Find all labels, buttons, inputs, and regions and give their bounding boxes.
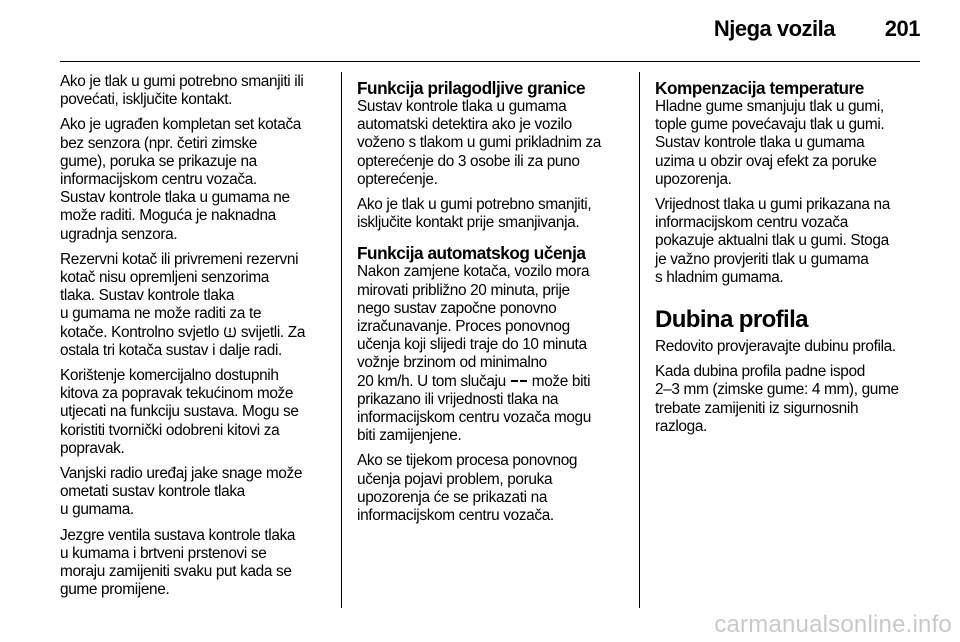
- paragraph-temperature-effect: Hladne gume smanjuju tlak u gumi, tople gume povećavaju tlak u gumi. Sustav kontrole tlaka u gumama uzima u obzir ovaj efekt za poruke upozorenja.: [655, 98, 885, 188]
- tire-pressure-warning-icon: [223, 325, 237, 339]
- page-header: [0, 0, 960, 62]
- dash-dash-display-icon: [510, 376, 528, 386]
- paragraph-wheels-without-sensors: Ako je ugrađen kompletan set kotača bez senzora (npr. četiri zimske gume), poruka se prikazuje na informacijskom centru vozača. Sustav kontrole tlaka u gumama ne može raditi. Moguća je naknadna ugradnja senzora.: [60, 116, 301, 243]
- paragraph-ignition-off: Ako je tlak u gumi potrebno smanjiti, isključite kontakt prije smanjivanja.: [357, 196, 592, 232]
- heading-temperature-compensation: Kompenzacija temperature: [655, 78, 864, 98]
- column-divider-left: [341, 72, 342, 608]
- paragraph-spare-wheel: Rezervni kotač ili privremeni rezervni kotač nisu opremljeni senzorima tlaka. Sustav kontrole tlaka u gumama ne može raditi za te kotače. Kontrolno svjetlo svijetli. Za ostala tri kotača sustav i dalje radi.: [60, 250, 306, 359]
- page-title: Njega vozila: [713, 16, 835, 41]
- column-divider-right: [639, 72, 640, 608]
- paragraph-tread-limit: Kada dubina profila padne ispod 2–3 mm (zimske gume: 4 mm), gume trebate zamijeniti iz sigurnosnih razloga.: [655, 363, 899, 435]
- column-right: [655, 73, 925, 443]
- paragraph-learn-problem: Ako se tijekom procesa ponovnog učenja pojavi problem, poruka upozorenja će se prikazati na informacijskom centru vozača.: [357, 452, 578, 525]
- heading-adaptive-limit: Funkcija prilagodljive granice: [357, 78, 586, 98]
- heading-auto-learn: Funkcija automatskog učenja: [357, 243, 586, 264]
- paragraph-adaptive-limit: Sustav kontrole tlaka u gumama automatski detektira ako je vozilo voženo s tlakom u gumi prikladnim za opterećenje do 3 osobe ili za puno opterećenje.: [357, 98, 602, 188]
- paragraph-check-tread: Redovito provjeravajte dubinu profila.: [655, 338, 896, 356]
- paragraph-radio-interference: Vanjski radio uređaj jake snage može ometati sustav kontrole tlaka u gumama.: [60, 465, 303, 519]
- page-number: 201: [884, 16, 920, 41]
- header-rule: [60, 61, 920, 62]
- paragraph-valve-cores: Jezgre ventila sustava kontrole tlaka u kumama i brtveni prstenovi se moraju zamijeniti svaku put kada se gume promijene.: [60, 526, 296, 599]
- paragraph-pressure-value: Vrijednost tlaka u gumi prikazana na informacijskom centru vozača pokazuje aktualni tlak u gumi. Stoga je važno provjeriti tlak u gumama s hladnim gumama.: [655, 196, 890, 286]
- paragraph-repair-kits: Korištenje komercijalno dostupnih kitova za popravak tekućinom može utjecati na funkciju sustava. Mogu se koristiti tvornički odobreni kitovi za popravak.: [60, 367, 299, 457]
- paragraph-auto-learn: Nakon zamjene kotača, vozilo mora mirovati približno 20 minuta, prije nego sustav započne ponovno izračunavanje. Proces ponovnog učenja koji slijedi traje do 10 minuta vožnje brzinom od minimalno 20 km/h. U tom slučaju može biti prikazano ili vrijednosti tlaka na informacijskom centru vozača mogu biti zamijenjene.: [357, 263, 591, 445]
- column-middle: [357, 73, 629, 532]
- watermark: carmanualsonline.info: [714, 611, 952, 638]
- column-left: [60, 73, 330, 606]
- section-title-tread-depth: Dubina profila: [655, 306, 808, 334]
- paragraph-reduce-pressure: Ako je tlak u gumi potrebno smanjiti ili povećati, isključite kontakt.: [60, 73, 304, 109]
